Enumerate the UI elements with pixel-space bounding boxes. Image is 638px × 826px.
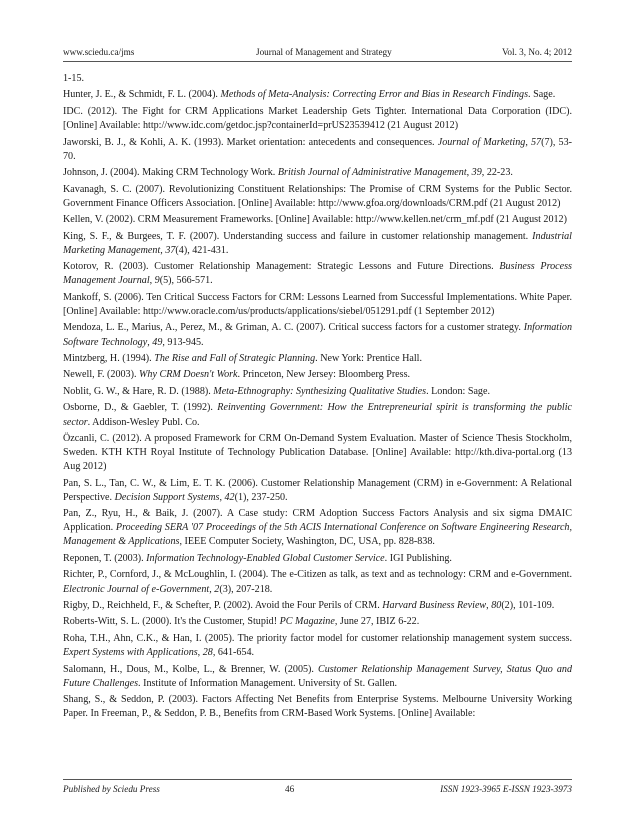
reference-text: , — [147, 336, 153, 348]
reference-italic-text: Proceeding SERA '07 Proceedings of the 5th ACIS International Conference on Software Engineering Research, Management & Applications — [63, 522, 573, 548]
reference-entry — [63, 88, 572, 102]
reference-entry — [63, 352, 572, 366]
reference-italic-text: Information Technology-Enabled Global Customer Service — [146, 552, 385, 564]
reference-entry — [63, 72, 572, 86]
reference-entry — [63, 260, 572, 288]
reference-entry — [63, 166, 572, 180]
reference-text: Kavanagh, S. C. (2007). Revolutionizing Constituent Relationships: The Promise of CRM Systems for the Public Sector. Government Finance Officers Association. [Online] Available: http://www.gfoa.org/downloads/CRM.pdf (21 August 2012) — [63, 183, 572, 209]
reference-text: , — [149, 275, 155, 287]
reference-entry — [63, 432, 572, 474]
reference-entry — [63, 230, 572, 258]
reference-text: Jaworski, B. J., & Kohli, A. K. (1993). Market orientation: antecedents and consequences. — [63, 136, 438, 148]
reference-italic-text: Information Software Technology — [63, 322, 572, 348]
reference-text: . Addison-Wesley Publ. Co. — [87, 416, 200, 428]
reference-text: , — [219, 491, 225, 503]
reference-text: Newell, F. (2003). — [63, 369, 140, 381]
reference-text: . IGI Publishing. — [384, 552, 452, 564]
reference-text: , IEEE Computer Society, Washington, DC, USA, pp. 828-838. — [179, 536, 435, 548]
reference-italic-text: Methods of Meta-Analysis: Correcting Error and Bias in Research Findings — [220, 89, 529, 101]
reference-text: Osborne, D., & Gaebler, T. (1992). — [63, 402, 218, 414]
reference-entry — [63, 477, 572, 505]
reference-italic-text: 49 — [152, 336, 163, 348]
reference-italic-text: Expert Systems with Applications — [63, 647, 198, 659]
reference-italic-text: British Journal of Administrative Management — [277, 167, 467, 179]
header-journal-title: Journal of Management and Strategy — [256, 47, 392, 57]
reference-entry — [63, 663, 572, 691]
reference-italic-text: 37 — [165, 244, 176, 256]
reference-entry — [63, 291, 572, 319]
reference-entry — [63, 615, 572, 629]
reference-italic-text: Customer Relationship Management Survey, Status Quo and Future Challenges — [63, 663, 573, 689]
reference-text: Rigby, D., Reichheld, F., & Schefter, P. (2002). Avoid the Four Perils of CRM. — [63, 600, 383, 611]
reference-italic-text: Decision Support Systems — [114, 491, 220, 503]
reference-text: Roha, T.H., Ahn, C.K., & Han, I. (2005). The priority factor model for customer relationship management system success. — [63, 632, 572, 644]
reference-italic-text: 9 — [154, 275, 160, 287]
reference-italic-text: 28 — [202, 647, 213, 659]
reference-entry — [63, 507, 572, 549]
reference-italic-text: Meta-Ethnography: Synthesizing Qualitative Studies — [213, 385, 427, 397]
reference-text: . London: Sage. — [426, 385, 490, 397]
reference-italic-text: 2 — [214, 583, 220, 595]
reference-text: (2), 101-109. — [501, 600, 555, 611]
reference-entry — [63, 385, 572, 399]
reference-text: , — [197, 647, 203, 659]
reference-italic-text: 39 — [471, 167, 482, 179]
reference-entry — [63, 568, 572, 596]
reference-text: Reponen, T. (2003). — [63, 552, 147, 564]
reference-text: Mendoza, L. E., Marius, A., Perez, M., & Griman, A. C. (2007). Critical success factors for a customer strategy. — [63, 322, 524, 334]
page-footer — [63, 779, 572, 796]
reference-italic-text: Business Process Management Journal — [63, 261, 572, 287]
footer-issn: ISSN 1923-3965 E-ISSN 1923-3973 — [440, 784, 572, 794]
reference-entry — [63, 401, 572, 429]
reference-text: Özcanli, C. (2012). A proposed Framework for CRM On-Demand System Evaluation. Master of Science Thesis Stockholm, Sweden. KTH KTH Royal Institute of Technology Publication Database. [Online] Available: http://kth.diva-portal.org (13 Aug 2012) — [63, 433, 572, 473]
reference-text: Kellen, V. (2002). CRM Measurement Frameworks. [Online] Available: http://www.kellen.net/crm_mf.pdf (21 August 2012) — [63, 214, 567, 226]
reference-text: Noblit, G. W., & Hare, R. D. (1988). — [63, 385, 214, 397]
reference-text: , 22-23. — [481, 167, 513, 179]
reference-text: . New York: Prentice Hall. — [315, 352, 422, 364]
reference-text: Johnson, J. (2004). Making CRM Technology Work. — [63, 167, 278, 179]
reference-entry — [63, 105, 572, 133]
reference-text: Kotorov, R. (2003). Customer Relationship Management: Strategic Lessons and Future Directions. — [63, 261, 500, 273]
reference-text: , June 27, IBIZ 6-22. — [334, 616, 420, 628]
header-volume: Vol. 3, No. 4; 2012 — [501, 47, 572, 57]
reference-entry — [63, 599, 572, 613]
reference-entry — [63, 693, 572, 721]
reference-italic-text: Harvard Business Review — [382, 600, 487, 611]
reference-text: , 641-654. — [212, 647, 255, 659]
reference-text: King, S. F., & Burgees, T. F. (2007). Understanding success and failure in customer relationship management. — [63, 230, 533, 242]
reference-text: Roberts-Witt, S. L. (2000). It's the Customer, Stupid! — [63, 616, 280, 628]
reference-text: 1-15. — [63, 73, 85, 84]
reference-text: (3), 207-218. — [219, 583, 273, 595]
reference-text: , — [525, 136, 531, 148]
reference-text: . Institute of Information Management. University of St. Gallen. — [138, 677, 398, 689]
reference-italic-text: Industrial Marketing Management — [63, 230, 572, 256]
reference-entry — [63, 368, 572, 382]
reference-list — [63, 72, 572, 724]
reference-text: , — [209, 583, 215, 595]
reference-text: (5), 566-571. — [159, 275, 213, 287]
reference-text: Pan, Z., Ryu, H., & Baik, J. (2007). A Case study: CRM Adoption Success Factors Analysis and six sigma DMAIC Application. — [63, 508, 572, 534]
reference-text: . Princeton, New Jersey: Bloomberg Press. — [237, 369, 411, 381]
reference-text: , — [160, 244, 166, 256]
reference-entry — [63, 136, 572, 164]
reference-text: , — [486, 600, 492, 611]
reference-entry — [63, 183, 572, 211]
page-header — [63, 47, 572, 62]
page-number: 46 — [285, 784, 295, 794]
reference-text: Salomann, H., Dous, M., Kolbe, L., & Brenner, W. (2005). — [63, 663, 318, 675]
reference-entry — [63, 632, 572, 660]
reference-text: (1), 237-250. — [234, 491, 288, 503]
reference-italic-text: 80 — [491, 600, 502, 611]
reference-text: Richter, P., Cornford, J., & McLoughlin, I. (2004). The e-Citizen as talk, as text and as technology: CRM and e-Government. — [63, 569, 572, 581]
reference-text: Shang, S., & Seddon, P. (2003). Factors Affecting Net Benefits from Enterprise Systems. Melbourne University Working Paper. In Freeman, P., & Seddon, P. B., Benefits from CRM-Based Work Systems. [Online] Available: — [63, 694, 572, 720]
reference-text: Mintzberg, H. (1994). — [63, 352, 155, 364]
reference-text: , 913-945. — [162, 336, 204, 348]
reference-italic-text: Reinventing Government: How the Entrepreneurial spirit is transforming the public sector — [63, 402, 572, 428]
reference-text: Hunter, J. E., & Schmidt, F. L. (2004). — [63, 89, 221, 101]
reference-entry — [63, 321, 572, 349]
reference-italic-text: The Rise and Fall of Strategic Planning — [154, 352, 316, 364]
reference-text: (4), 421-431. — [175, 244, 229, 256]
reference-italic-text: PC Magazine — [279, 616, 335, 628]
reference-italic-text: 42 — [224, 491, 235, 503]
reference-text: , — [466, 167, 472, 179]
reference-text: Mankoff, S. (2006). Ten Critical Success Factors for CRM: Lessons Learned from Successful Implementations. White Paper. [Online] Available: http://www.oracle.com/us/products/applications/siebel/051291.pdf (1 September 2012) — [63, 291, 572, 317]
reference-text: IDC. (2012). The Fight for CRM Applications Market Leadership Gets Tighter. International Data Corporation (IDC). [Online] Available: http://www.idc.com/getdoc.jsp?containerId=prUS23539412 (21 August 2012) — [63, 105, 572, 132]
reference-text: Pan, S. L., Tan, C. W., & Lim, E. T. K. (2006). Customer Relationship Management (CRM) in e-Government: A Relational Perspective. — [63, 477, 572, 503]
reference-entry — [63, 213, 572, 227]
reference-italic-text: Journal of Marketing — [437, 136, 526, 148]
reference-entry — [63, 552, 572, 566]
reference-italic-text: Electronic Journal of e-Government — [63, 583, 210, 595]
reference-text: . Sage. — [528, 89, 556, 101]
reference-italic-text: Why CRM Doesn't Work — [139, 369, 238, 381]
reference-italic-text: 57 — [531, 136, 542, 148]
footer-publisher: Published by Sciedu Press — [63, 784, 160, 794]
reference-text: (7), 53-70. — [63, 136, 572, 162]
header-url[interactable]: www.sciedu.ca/jms — [63, 47, 135, 57]
